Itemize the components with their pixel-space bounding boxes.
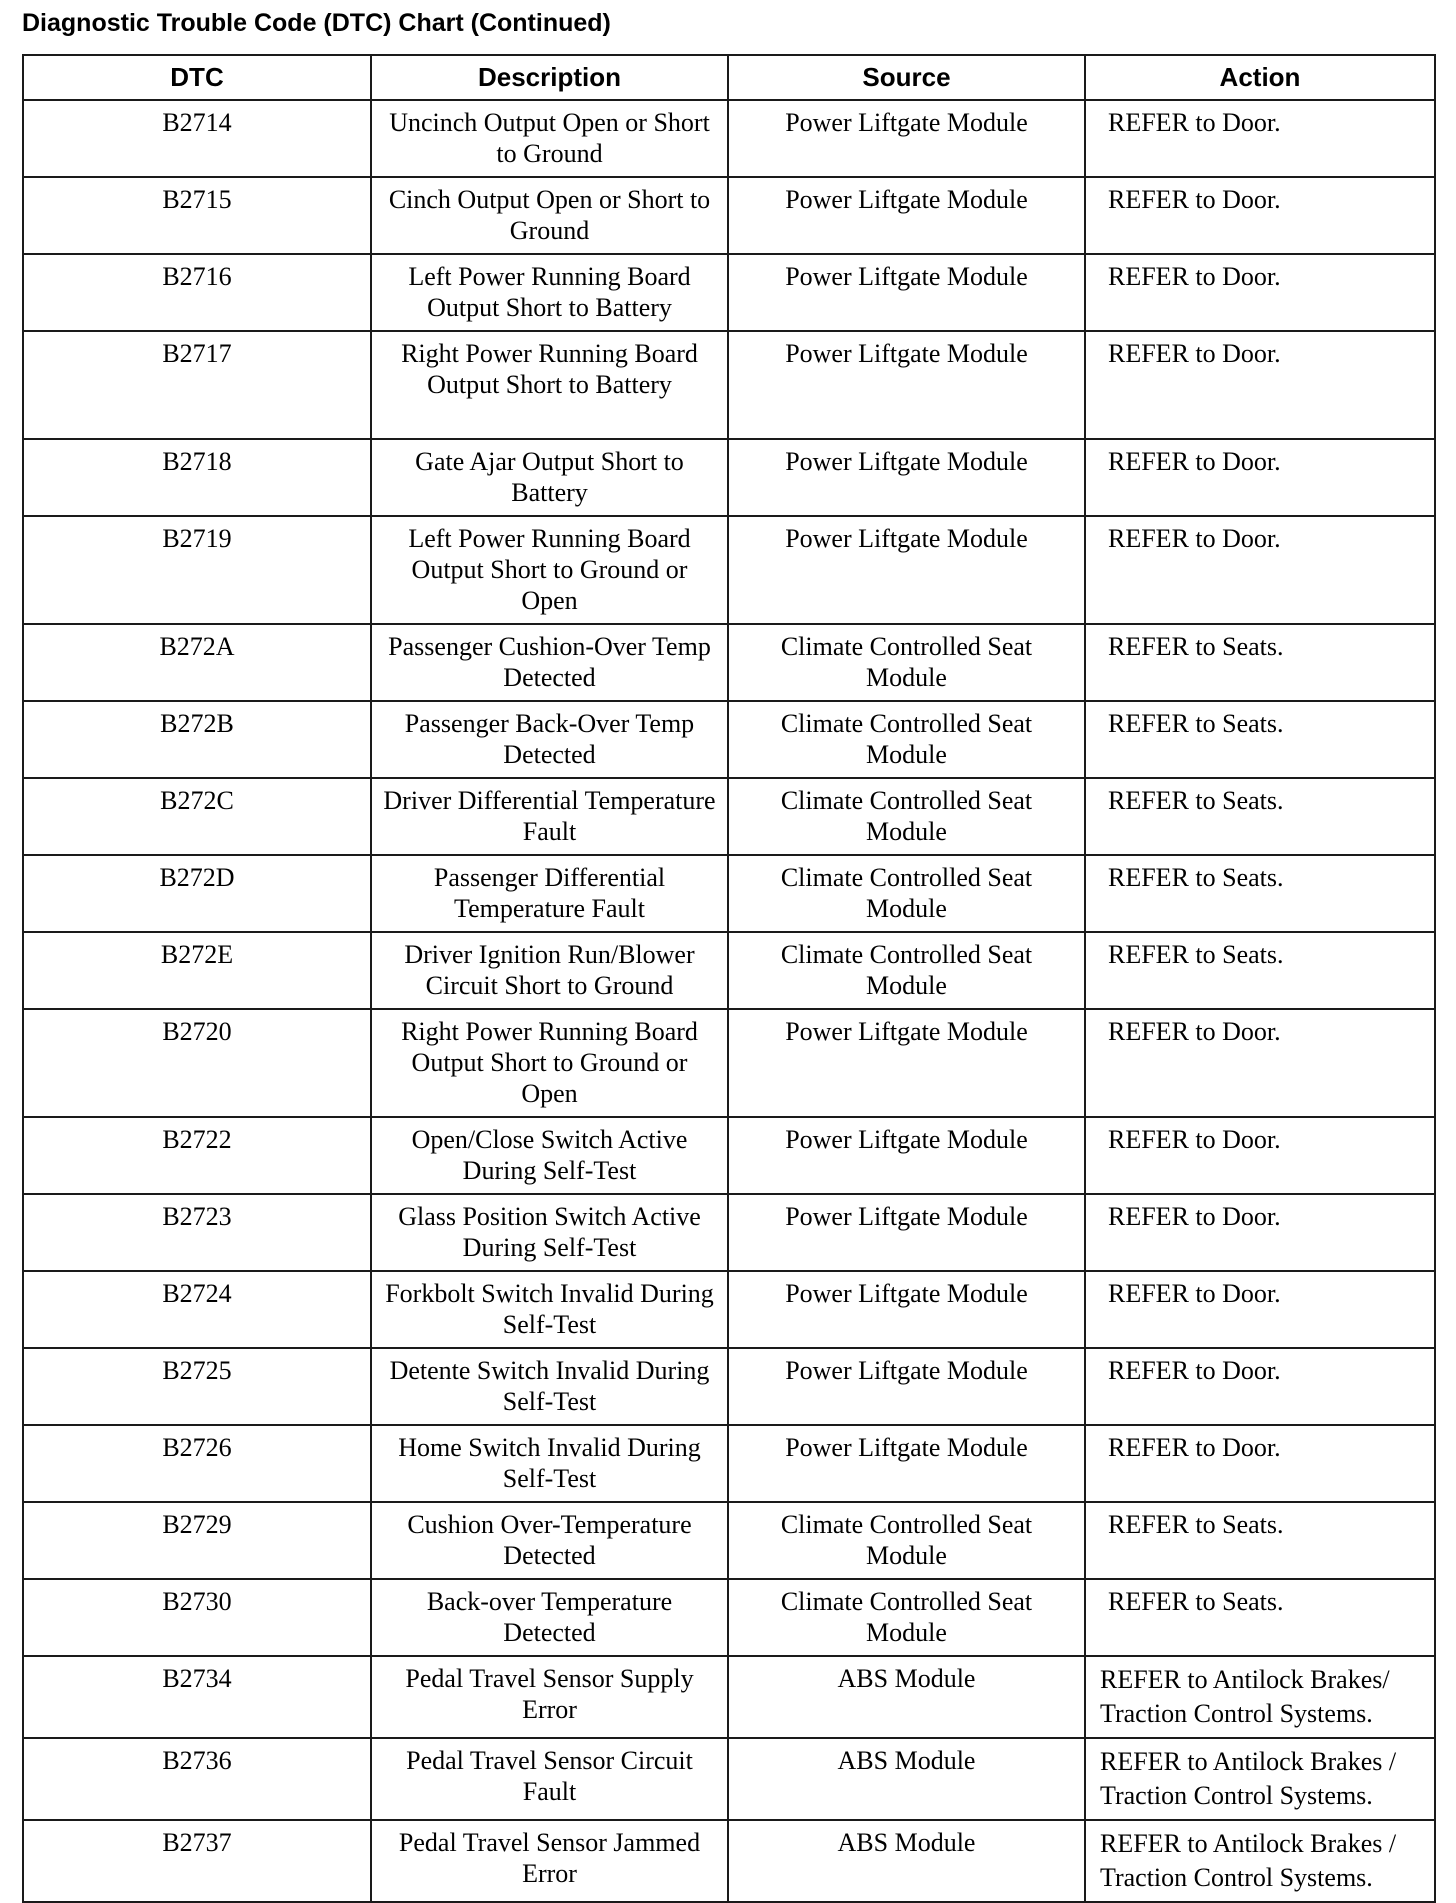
dtc-source: ABS Module (728, 1738, 1085, 1820)
dtc-action: REFER to Door. (1085, 516, 1435, 624)
column-header-dtc: DTC (23, 55, 371, 100)
dtc-source: Power Liftgate Module (728, 1009, 1085, 1117)
dtc-action: REFER to Door. (1085, 100, 1435, 177)
dtc-code: B2725 (23, 1348, 371, 1425)
dtc-description: Forkbolt Switch Invalid During Self-Test (371, 1271, 728, 1348)
page-title: Diagnostic Trouble Code (DTC) Chart (Continued) (22, 9, 611, 37)
dtc-action: REFER to Seats. (1085, 1579, 1435, 1656)
dtc-action: REFER to Door. (1085, 177, 1435, 254)
dtc-description: Home Switch Invalid During Self-Test (371, 1425, 728, 1502)
dtc-action: REFER to Door. (1085, 1425, 1435, 1502)
dtc-code: B2719 (23, 516, 371, 624)
dtc-source: Power Liftgate Module (728, 254, 1085, 331)
column-header-description: Description (371, 55, 728, 100)
dtc-source: Power Liftgate Module (728, 1117, 1085, 1194)
table-row (23, 254, 1435, 331)
dtc-description: Open/Close Switch Active During Self-Test (371, 1117, 728, 1194)
table-row (23, 1117, 1435, 1194)
dtc-action: REFER to Seats. (1085, 778, 1435, 855)
dtc-action: REFER to Door. (1085, 1194, 1435, 1271)
table-row (23, 1820, 1435, 1902)
dtc-code: B272A (23, 624, 371, 701)
table-row (23, 701, 1435, 778)
table-row (23, 177, 1435, 254)
dtc-code: B2729 (23, 1502, 371, 1579)
table-row (23, 1194, 1435, 1271)
dtc-code: B2717 (23, 331, 371, 439)
table-row (23, 1348, 1435, 1425)
dtc-description: Uncinch Output Open or Short to Ground (371, 100, 728, 177)
dtc-description: Pedal Travel Sensor Circuit Fault (371, 1738, 728, 1820)
dtc-action: REFER to Antilock Brakes / Traction Control Systems. (1085, 1738, 1435, 1820)
dtc-description: Pedal Travel Sensor Supply Error (371, 1656, 728, 1738)
table-row (23, 624, 1435, 701)
column-header-source: Source (728, 55, 1085, 100)
dtc-code: B2720 (23, 1009, 371, 1117)
dtc-code: B2737 (23, 1820, 371, 1902)
dtc-source: Power Liftgate Module (728, 516, 1085, 624)
dtc-source: Power Liftgate Module (728, 1271, 1085, 1348)
dtc-description: Cinch Output Open or Short to Ground (371, 177, 728, 254)
dtc-description: Right Power Running Board Output Short to Battery (371, 331, 728, 439)
dtc-source: ABS Module (728, 1820, 1085, 1902)
table-row (23, 516, 1435, 624)
column-header-action: Action (1085, 55, 1435, 100)
dtc-description: Gate Ajar Output Short to Battery (371, 439, 728, 516)
table-row (23, 100, 1435, 177)
dtc-code: B272B (23, 701, 371, 778)
dtc-code: B2714 (23, 100, 371, 177)
dtc-source: Power Liftgate Module (728, 177, 1085, 254)
table-row (23, 855, 1435, 932)
dtc-code: B2722 (23, 1117, 371, 1194)
dtc-action: REFER to Antilock Brakes / Traction Control Systems. (1085, 1820, 1435, 1902)
dtc-source: Climate Controlled Seat Module (728, 855, 1085, 932)
dtc-description: Passenger Cushion-Over Temp Detected (371, 624, 728, 701)
dtc-description: Passenger Back-Over Temp Detected (371, 701, 728, 778)
table-row (23, 1502, 1435, 1579)
dtc-action: REFER to Antilock Brakes/ Traction Control Systems. (1085, 1656, 1435, 1738)
dtc-action: REFER to Seats. (1085, 701, 1435, 778)
dtc-code: B2724 (23, 1271, 371, 1348)
dtc-code: B272E (23, 932, 371, 1009)
dtc-action: REFER to Door. (1085, 439, 1435, 516)
dtc-source: Climate Controlled Seat Module (728, 932, 1085, 1009)
dtc-source: Power Liftgate Module (728, 100, 1085, 177)
dtc-action: REFER to Door. (1085, 1271, 1435, 1348)
dtc-description: Right Power Running Board Output Short to Ground or Open (371, 1009, 728, 1117)
dtc-action: REFER to Seats. (1085, 855, 1435, 932)
dtc-action: REFER to Door. (1085, 1117, 1435, 1194)
dtc-description: Driver Differential Temperature Fault (371, 778, 728, 855)
table-header-row (23, 55, 1435, 100)
dtc-description: Left Power Running Board Output Short to Ground or Open (371, 516, 728, 624)
dtc-code: B272D (23, 855, 371, 932)
table-row (23, 1579, 1435, 1656)
dtc-source: Climate Controlled Seat Module (728, 1579, 1085, 1656)
dtc-code: B272C (23, 778, 371, 855)
dtc-source: Power Liftgate Module (728, 331, 1085, 439)
dtc-action: REFER to Seats. (1085, 624, 1435, 701)
dtc-description: Pedal Travel Sensor Jammed Error (371, 1820, 728, 1902)
table-row (23, 778, 1435, 855)
dtc-code: B2718 (23, 439, 371, 516)
dtc-description: Glass Position Switch Active During Self-Test (371, 1194, 728, 1271)
dtc-description: Driver Ignition Run/Blower Circuit Short to Ground (371, 932, 728, 1009)
dtc-table (22, 54, 1436, 1903)
dtc-source: Climate Controlled Seat Module (728, 624, 1085, 701)
dtc-source: Climate Controlled Seat Module (728, 1502, 1085, 1579)
table-row (23, 1271, 1435, 1348)
dtc-source: ABS Module (728, 1656, 1085, 1738)
table-row (23, 1738, 1435, 1820)
dtc-action: REFER to Seats. (1085, 1502, 1435, 1579)
table-row (23, 439, 1435, 516)
dtc-source: Climate Controlled Seat Module (728, 778, 1085, 855)
dtc-description: Detente Switch Invalid During Self-Test (371, 1348, 728, 1425)
dtc-source: Power Liftgate Module (728, 1425, 1085, 1502)
dtc-code: B2723 (23, 1194, 371, 1271)
table-row (23, 1009, 1435, 1117)
dtc-code: B2730 (23, 1579, 371, 1656)
dtc-code: B2736 (23, 1738, 371, 1820)
dtc-description: Left Power Running Board Output Short to Battery (371, 254, 728, 331)
dtc-action: REFER to Door. (1085, 331, 1435, 439)
table-row (23, 1425, 1435, 1502)
table-row (23, 932, 1435, 1009)
dtc-action: REFER to Door. (1085, 1009, 1435, 1117)
dtc-code: B2734 (23, 1656, 371, 1738)
dtc-description: Back-over Temperature Detected (371, 1579, 728, 1656)
dtc-code: B2716 (23, 254, 371, 331)
table-row (23, 331, 1435, 439)
table-row (23, 1656, 1435, 1738)
dtc-code: B2715 (23, 177, 371, 254)
dtc-source: Power Liftgate Module (728, 1194, 1085, 1271)
dtc-source: Power Liftgate Module (728, 1348, 1085, 1425)
dtc-action: REFER to Seats. (1085, 932, 1435, 1009)
dtc-action: REFER to Door. (1085, 254, 1435, 331)
dtc-description: Cushion Over-Temperature Detected (371, 1502, 728, 1579)
dtc-source: Climate Controlled Seat Module (728, 701, 1085, 778)
dtc-code: B2726 (23, 1425, 371, 1502)
dtc-action: REFER to Door. (1085, 1348, 1435, 1425)
dtc-description: Passenger Differential Temperature Fault (371, 855, 728, 932)
dtc-source: Power Liftgate Module (728, 439, 1085, 516)
